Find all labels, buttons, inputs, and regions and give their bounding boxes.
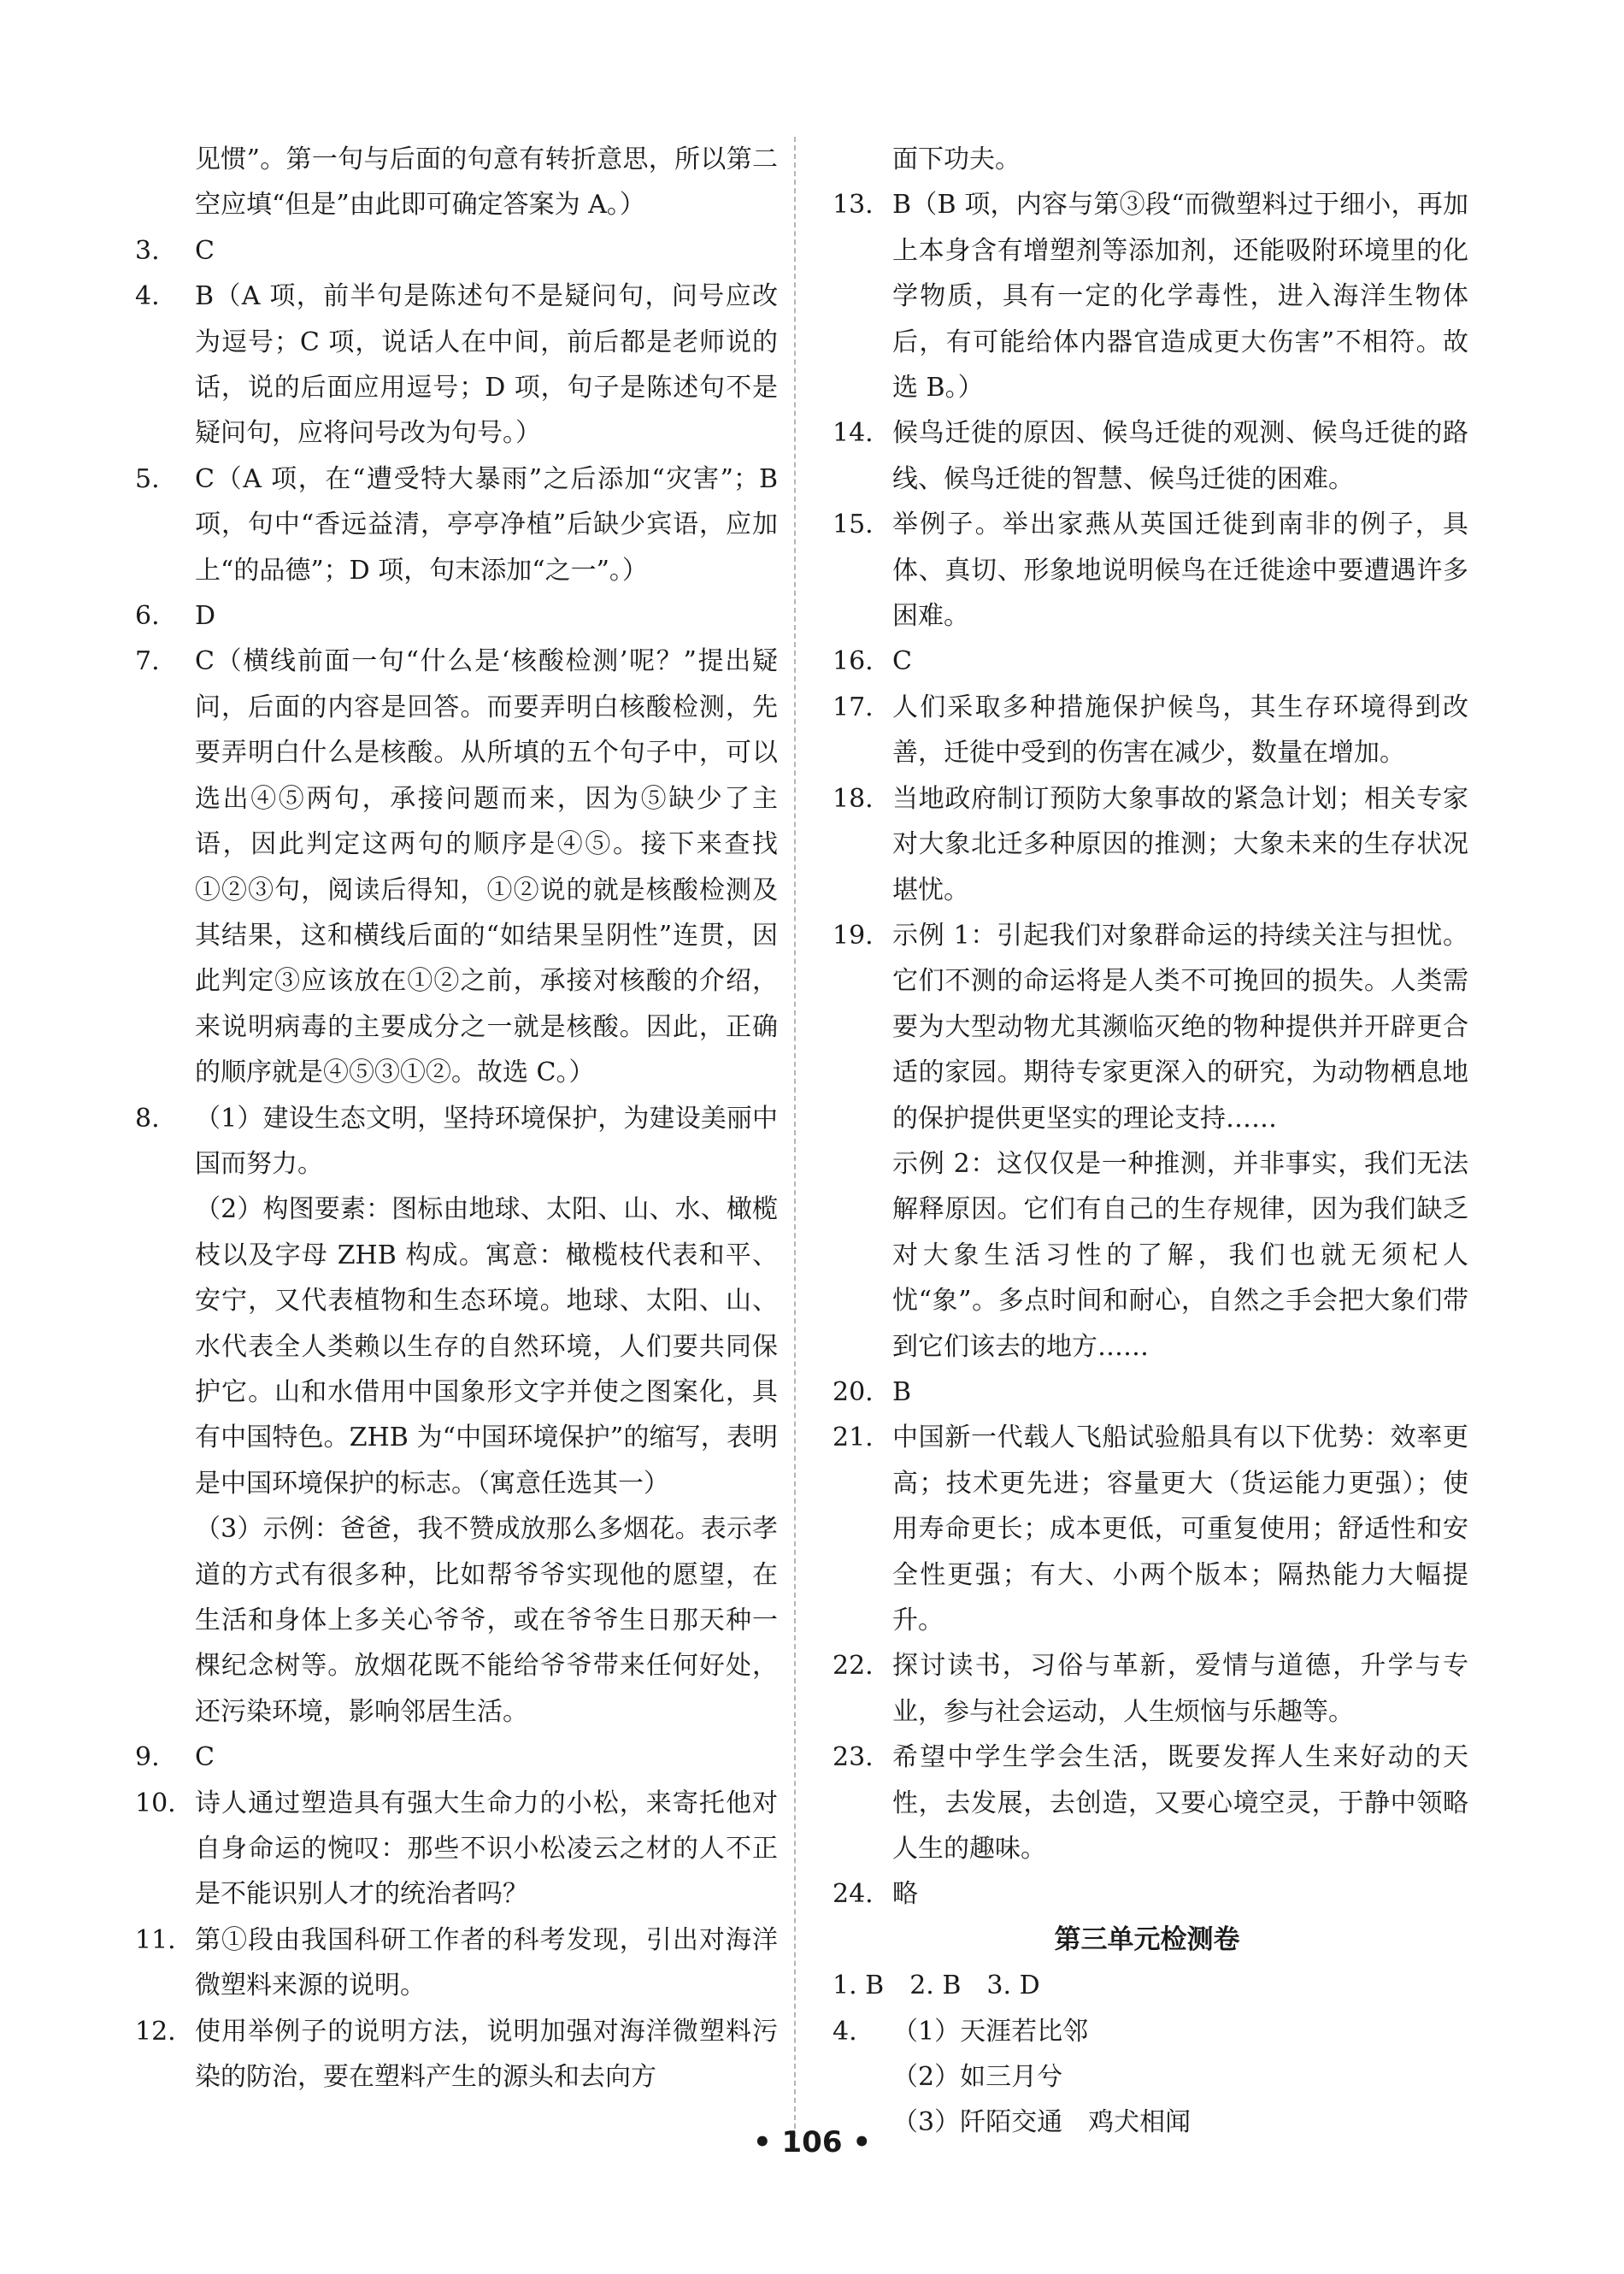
item-text: 略 (892, 1879, 918, 1910)
item-number: 24. (833, 1879, 874, 1910)
left-items (128, 228, 778, 2100)
item-subpart: （2）构图要素：图标由地球、太阳、山、水、橄榄枝以及字母 ZHB 构成。寓意：橄榄枝代表和平、安宁，又代表植物和生态环境。地球、太阳、山、水代表全人类赖以生存的自然环境，人们要共同保护它。山和水借用中国象形文字并使之图案化，具有中国特色。ZHB 为“中国环境保护”的缩写，表明是中国环境保护的标志。（寓意任选其一） (195, 1194, 778, 1499)
answer-item (826, 639, 1468, 684)
item-text: 中国新一代载人飞船试验船具有以下优势：效率更高；技术更先进；容量更大（货运能力更强）；使用寿命更长；成本更低，可重复使用；舒适性和安全性更强；有大、小两个版本；隔热能力大幅提升。 (892, 1423, 1468, 1635)
item-text: C（横线前面一句“什么是‘核酸检测’呢？”提出疑问，后面的内容是回答。而要弄明白核酸检测，先要弄明白什么是核酸。从所填的五个句子中，可以选出④⑤两句，承接问题而来，因为⑤缺少了主语，因此判定这两句的顺序是④⑤。接下来查找①②③句，阅读后得知，①②说的就是核酸检测及其结果，这和横线后面的“如结果呈阴性”连贯，因此判定③应该放在①②之前，承接对核酸的介绍，来说明病毒的主要成分之一就是核酸。因此，正确的顺序就是④⑤③①②。故选 C。） (195, 646, 778, 1088)
answer-item (128, 2009, 778, 2100)
item-subpart: （3）示例：爸爸，我不赞成放那么多烟花。表示孝道的方式有很多种，比如帮爷爷实现他的愿望，在生活和身体上多关心爷爷，或在爷爷生日那天种一棵纪念树等。放烟花既不能给爷爷带来任何好处，还污染环境，影响邻居生活。 (195, 1514, 778, 1727)
answer-item (826, 182, 1468, 410)
item-number: 10. (135, 1788, 176, 1818)
item-text: 人们采取多种措施保护候鸟，其生存环境得到改善，迁徙中受到的伤害在减少，数量在增加。 (892, 692, 1468, 769)
item-text: C (195, 1742, 215, 1773)
right-items (826, 182, 1468, 1917)
answer-item (826, 1871, 1468, 1917)
answer-item (128, 593, 778, 639)
right-continuation: 面下功夫。 (892, 144, 1021, 174)
item-number: 22. (833, 1651, 874, 1682)
item-number: 9. (135, 1742, 160, 1773)
answer-item (826, 1370, 1468, 1415)
item-text: C (892, 646, 912, 677)
answer-item (128, 1781, 778, 1918)
item-number: 8. (135, 1103, 160, 1134)
item-text: 当地政府制订预防大象事故的紧急计划；相关专家对大象北迁多种原因的推测；大象未来的生存状况堪忧。 (892, 783, 1468, 905)
item-text: 候鸟迁徙的原因、候鸟迁徙的观测、候鸟迁徙的路线、候鸟迁徙的智慧、候鸟迁徙的困难。 (892, 418, 1468, 494)
page-number: • 106 • (752, 2125, 872, 2159)
item-text: 探讨读书，习俗与革新，爱情与道德，升学与专业，参与社会运动，人生烦恼与乐趣等。 (892, 1651, 1468, 1727)
item-number: 4. (833, 2016, 857, 2047)
s3-item-4-sub-2: （2）如三月兮 (892, 2062, 1063, 2093)
answer-item (826, 410, 1468, 502)
item-text: 诗人通过塑造具有强大生命力的小松，来寄托他对自身命运的惋叹：那些不识小松凌云之材的人不正是不能识别人才的统治者吗？ (195, 1788, 778, 1910)
answer-item (826, 685, 1468, 776)
column-divider (794, 137, 796, 2137)
item-text: D (195, 601, 216, 632)
left-column (128, 137, 778, 2100)
item-text: 第①段由我国科研工作者的科考发现，引出对海洋微塑料来源的说明。 (195, 1924, 778, 2001)
item-subpart: 示例 2：这仅仅是一种推测，并非事实，我们无法解释原因。它们有自己的生存规律，因为我们缺乏对大象生活习性的了解，我们也就无须杞人忧“象”。多点时间和耐心，自然之手会把大象们带到它们该去的地方…… (892, 1148, 1468, 1362)
item-number: 7. (135, 646, 160, 677)
item-number: 15. (833, 510, 874, 540)
left-continuation: 见惯”。第一句与后面的句意有转折意思，所以第二空应填“但是”由此即可确定答案为 A。） (195, 144, 778, 221)
s3-line-1 (826, 1963, 1468, 2008)
item-number: 6. (135, 601, 160, 632)
answer-item (128, 228, 778, 274)
s3-item-4 (826, 2009, 1468, 2054)
item-number: 20. (833, 1376, 874, 1407)
answer-item (826, 1643, 1468, 1735)
answer-item (128, 1096, 778, 1735)
item-text: C (195, 235, 215, 266)
answer-item (128, 1918, 778, 2009)
s3-answers-1-3: 1. B 2. B 3. D (833, 1971, 1040, 2001)
answer-item (128, 639, 778, 1095)
item-number: 3. (135, 235, 160, 266)
item-text: （1）建设生态文明，坚持环境保护，为建设美丽中国而努力。 (195, 1103, 778, 1179)
item-text: B（A 项，前半句是陈述句不是疑问句，问号应改为逗号；C 项，说话人在中间，前后都是老师说的话，说的后面应用逗号；D 项，句子是陈述句不是疑问句，应将问号改为句号。） (195, 281, 778, 449)
answer-item (826, 502, 1468, 639)
item-number: 16. (833, 646, 874, 677)
answer-item (128, 274, 778, 457)
answer-item (128, 457, 778, 593)
item-number: 18. (833, 783, 874, 814)
item-number: 14. (833, 418, 874, 449)
item-text: B (892, 1376, 912, 1407)
item-number: 19. (833, 920, 874, 951)
item-number: 11. (135, 1924, 176, 1955)
item-text: 示例 1：引起我们对象群命运的持续关注与担忧。它们不测的命运将是人类不可挽回的损失。人类需要为大型动物尤其濒临灭绝的物种提供并开辟更合适的家园。期待专家更深入的研究，为动物栖息地的保护提供更坚实的理论支持…… (892, 920, 1468, 1134)
item-text: C（A 项，在“遭受特大暴雨”之后添加“灾害”；B 项，句中“香远益清，亭亭净植”后缺少宾语，应加上“的品德”；D 项，句末添加“之一”。） (195, 463, 778, 586)
item-text: 希望中学生学会生活，既要发挥人生来好动的天性，去发展，去创造，又要心境空灵，于静中领略人生的趣味。 (892, 1742, 1468, 1865)
item-text: 举例子。举出家燕从英国迁徙到南非的例子，具体、真切、形象地说明候鸟在迁徙途中要遭遇许多困难。 (892, 510, 1468, 632)
section-title: 第三单元检测卷 (1054, 1923, 1240, 1955)
right-column (826, 137, 1468, 2146)
item-text: B（B 项，内容与第③段“而微塑料过于细小，再加上本身含有增塑剂等添加剂，还能吸附环境里的化学物质，具有一定的化学毒性，进入海洋生物体后，有可能给体内器官造成更大伤害”不相符。故选 B。） (892, 190, 1468, 404)
item-number: 23. (833, 1742, 874, 1773)
item-number: 13. (833, 190, 874, 221)
item-number: 4. (135, 281, 160, 312)
s3-item-4-sub-3: （3）阡陌交通 鸡犬相闻 (892, 2107, 1192, 2138)
item-number: 17. (833, 692, 874, 722)
answer-item (826, 1735, 1468, 1871)
answer-item (826, 776, 1468, 913)
item-text: 使用举例子的说明方法，说明加强对海洋微塑料污染的防治，要在塑料产生的源头和去向方 (195, 2016, 778, 2093)
answer-item (826, 1415, 1468, 1643)
answer-item (128, 1735, 778, 1780)
item-number: 12. (135, 2016, 176, 2047)
item-number: 21. (833, 1423, 874, 1453)
s3-item-4-sub-1: （1）天涯若比邻 (892, 2016, 1089, 2047)
answer-item (826, 913, 1468, 1370)
item-number: 5. (135, 463, 160, 494)
